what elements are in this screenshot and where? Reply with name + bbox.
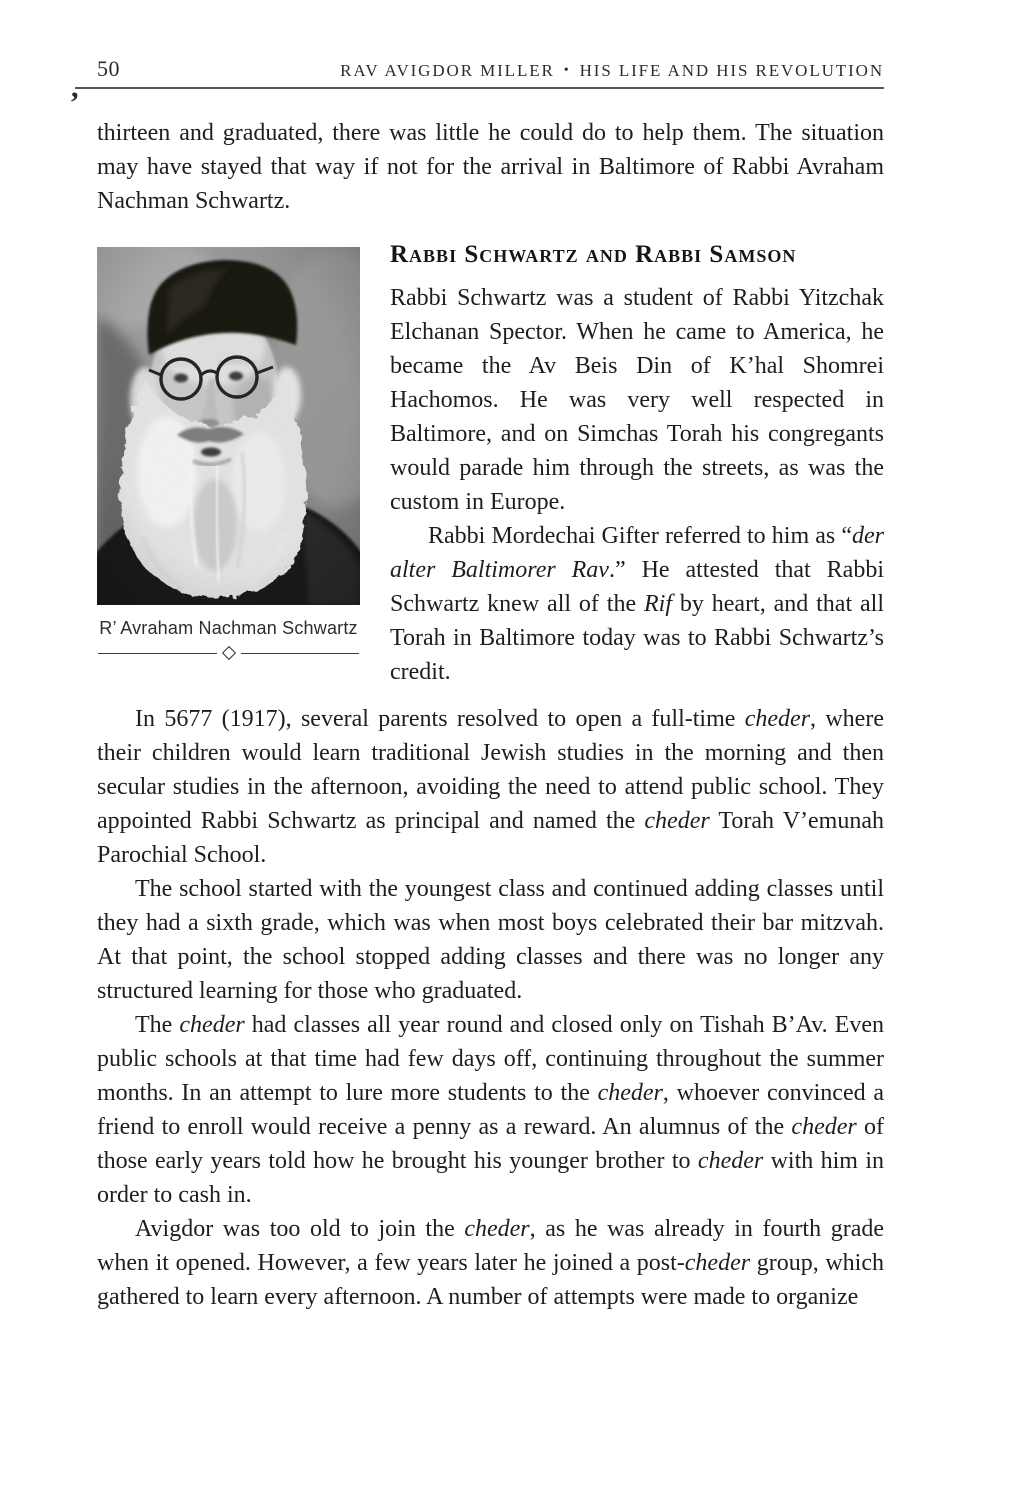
bullet-separator-icon: •	[563, 63, 571, 78]
page-header	[71, 56, 884, 104]
header-row	[97, 56, 884, 82]
divider-line	[98, 653, 217, 654]
running-title-subtitle: HIS LIFE AND HIS REVOLUTION	[579, 61, 884, 80]
body-paragraph: Avigdor was too old to join the cheder, as he was already in fourth grade when it opened. However, a few years later he joined a post-cheder group, which gathered to learn every afternoon. A number of attempts were made to organize	[97, 1216, 884, 1310]
section-paragraph: Rabbi Mordechai Gifter referred to him as “der alter Baltimorer Rav.” He attested that Rabbi Schwartz knew all of the Rif by heart, and that all Torah in Baltimore today was to Rabbi Schwartz’s credit.	[390, 523, 885, 685]
section-paragraph: Rabbi Schwartz was a student of Rabbi Yitzchak Elchanan Spector. When he came to America, he became the Av Beis Din of K’hal Shomrei Hachomos. He was very well respected in Baltimore, and on Simchas Torah his congregants would parade him through the streets, as was the custom in Europe.	[390, 285, 884, 515]
header-rule	[71, 71, 884, 104]
section-rabbi-schwartz	[97, 241, 885, 689]
portrait-photo-icon	[97, 247, 360, 605]
running-title-name: RAV AVIGDOR MILLER	[340, 61, 555, 80]
portrait-figure	[97, 247, 360, 689]
intro-paragraph: thirteen and graduated, there was little he could do to help them. The situation may have stayed that way if not for the arrival in Baltimore of Rabbi Avraham Nachman Schwartz.	[97, 120, 884, 214]
comma-ornament-icon: ,	[71, 71, 79, 104]
body-paragraph: The school started with the youngest class and continued adding classes until they had a sixth grade, which was when most boys celebrated their bar mitzvah. At that point, the school stopped adding classes and there was no longer any structured learning for those who graduated.	[97, 876, 884, 1004]
caption-divider	[97, 648, 360, 658]
diamond-ornament-icon	[221, 646, 235, 660]
body-paragraph: In 5677 (1917), several parents resolved to open a full-time cheder, where their children would learn traditional Jewish studies in the morning and then secular studies in the afternoon, avoiding the need to attend public school. They appointed Rabbi Schwartz as principal and named the cheder Torah V’emunah Parochial School.	[97, 706, 884, 868]
body-paragraph: The cheder had classes all year round and closed only on Tishah B’Av. Even public schools at that time had few days off, continuing throughout the summer months. In an attempt to lure more students to the cheder, whoever convinced a friend to enroll would receive a penny as a reward. An alumnus of the cheder of those early years told how he brought his younger brother to cheder with him in order to cash in.	[97, 1012, 885, 1208]
section-text-column	[390, 241, 885, 689]
divider-line	[241, 653, 360, 654]
body-text-block	[97, 702, 884, 1314]
page-number: 50	[97, 56, 120, 81]
photo-caption: R’ Avraham Nachman Schwartz	[99, 618, 358, 638]
running-title	[340, 61, 884, 81]
section-heading: Rabbi Schwartz and Rabbi Samson	[390, 241, 797, 268]
